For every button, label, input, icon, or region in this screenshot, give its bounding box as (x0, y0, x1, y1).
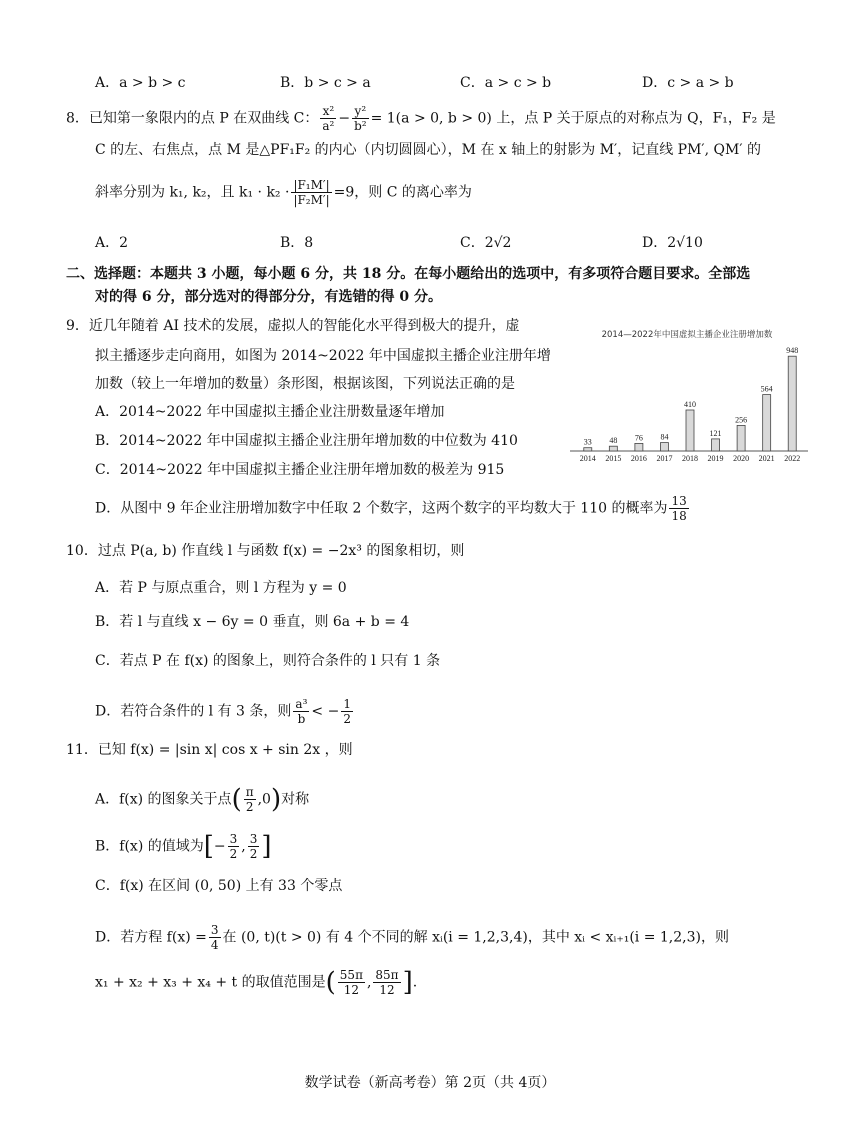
q11-d2-den1: 12 (343, 983, 360, 997)
q11-d2-rbracket: ] (402, 967, 413, 998)
chart-x-tick-label: 2018 (682, 454, 698, 463)
section2-heading-line1: 二、选择题：本题共 3 小题，每小题 6 分，共 18 分。在每小题给出的选项中，有多项符合题目要求。全部选 (66, 266, 751, 282)
q11-a-zero: ,0 (257, 791, 271, 808)
q11-b-frac1 (228, 832, 240, 861)
chart-data-label: 84 (660, 432, 669, 442)
q10-stem: 10．过点 P(a, b) 作直线 l 与函数 f(x) = −2x³ 的图象相切，则 (66, 543, 465, 559)
q10-option-c: C．若点 P 在 f(x) 的图象上，则符合条件的 l 只有 1 条 (95, 653, 441, 669)
q10-frac-a3b (293, 697, 309, 726)
q9-frac-den: 18 (671, 509, 687, 523)
q11-option-d-line2: x₁ + x₂ + x₃ + x₄ + t 的取值范围是( $\frac{55\pi}{12}$ , $\frac{85\pi}{12}$ ]. (95, 967, 418, 998)
q8-line1 (66, 104, 776, 133)
q9-stem-line2: 拟主播逐步走向商用，如图为 2014~2022 年中国虚拟主播企业注册年增 (95, 348, 551, 364)
chart-data-label: 948 (786, 346, 799, 356)
q11-option-b: B．f(x) 的值域为[− $\frac{3}{2}$ , $\frac{3}{2}$ ] (95, 831, 272, 862)
q11-a-rparen: ) (270, 784, 282, 815)
q11-a-end: 对称 (281, 791, 310, 808)
q9-option-c: C．2014~2022 年中国虚拟主播企业注册年增加数的极差为 915 (95, 462, 505, 478)
q8-frac-ratio-den: |F₂M′| (293, 193, 330, 207)
q10-lt-minus: < − (311, 703, 340, 720)
q8-option-a: A．2 (95, 235, 129, 251)
page-footer: 数学试卷（新高考卷）第 2页（共 4页） (304, 1075, 556, 1091)
q11-d-rest: 在 (0, t)(t > 0) 有 4 个不同的解 xᵢ(i = 1,2,3,4)，其中 xᵢ < xᵢ₊₁(i = 1,2,3)，则 (222, 929, 729, 946)
q11-d2-num1: 55π (339, 968, 363, 982)
section2-heading-line2: 对的得 6 分，部分选对的得部分分，有选错的得 0 分。 (95, 289, 442, 305)
q8-frac-x (320, 104, 336, 133)
q9-frac-num: 13 (671, 494, 687, 508)
chart-x-tick-label: 2015 (605, 454, 622, 463)
q8-frac-y-num: y² (352, 104, 369, 119)
q8-frac-y (352, 104, 369, 133)
chart-data-label: 564 (760, 384, 773, 394)
q11-stem: 11．已知 f(x) = |sin x| cos x + sin 2x ，则 (66, 742, 353, 758)
q9-stem-line3: 加数（较上一年增加的数量）条形图，根据该图，下列说法正确的是 (95, 376, 515, 392)
q10-frac1-num: a³ (295, 697, 308, 711)
q11-b-frac2 (248, 832, 260, 861)
q11-a-den: 2 (245, 800, 254, 814)
chart-x-tick-label: 2020 (733, 454, 750, 463)
q10-option-b: B．若 l 与直线 x − 6y = 0 垂直，则 6a + b = 4 (95, 614, 410, 630)
q8-line3-end: =9，则 C 的离心率为 (333, 184, 472, 201)
chart-bar (609, 446, 617, 451)
chart-bar (686, 410, 694, 451)
q11-b-rbracket: ] (261, 831, 272, 862)
q10-option-a: A．若 P 与原点重合，则 l 方程为 y = 0 (95, 580, 347, 596)
chart-x-tick-label: 2017 (656, 454, 673, 463)
chart-bar (584, 448, 592, 451)
chart-bar (660, 443, 668, 451)
q11-option-d (95, 923, 729, 952)
q11-d-frac (209, 923, 221, 952)
q8-option-b: B．8 (280, 235, 314, 251)
q8-line3 (95, 178, 472, 207)
q8-line3-start: 斜率分别为 k₁, k₂，且 k₁ · k₂ · (95, 184, 290, 201)
chart-data-label: 76 (634, 433, 643, 443)
q11-d2-text: x₁ + x₂ + x₃ + x₄ + t 的取值范围是 (95, 974, 326, 991)
q11-d2-end: . (412, 974, 418, 991)
q11-b-den1: 2 (229, 847, 238, 861)
q11-option-a (95, 785, 309, 814)
q8-line1-end: = 1(a > 0, b > 0) 上，点 P 关于原点的对称点为 Q，F₁，F₂ 是 (370, 110, 776, 127)
chart-x-tick-label: 2016 (630, 454, 647, 463)
q11-d2-lparen: ( (325, 967, 336, 998)
q10-frac1-den: b (297, 712, 306, 726)
q8-minus: − (338, 110, 351, 127)
q11-a-lparen: ( (231, 784, 242, 815)
chart-bar (788, 356, 796, 451)
q7-option-b: B．b > c > a (280, 75, 371, 91)
q11-b-minus: − (213, 838, 226, 855)
chart-data-label: 121 (709, 428, 722, 438)
q7-option-d: D．c > a > b (642, 75, 734, 91)
q10-option-d-text: D．若符合条件的 l 有 3 条，则 (95, 703, 292, 720)
q11-option-d-text: D．若方程 f(x) = (95, 929, 207, 946)
q11-d-num: 3 (210, 923, 219, 937)
q8-option-d: D．2√10 (642, 235, 703, 251)
q8-frac-ratio (291, 178, 331, 207)
chart-x-tick-label: 2022 (784, 454, 801, 463)
q11-b-num2: 3 (249, 832, 258, 846)
chart-x-tick-label: 2019 (707, 454, 724, 463)
q10-frac-half (341, 697, 353, 726)
q9-option-d (95, 494, 691, 523)
q11-d2-frac2 (373, 968, 400, 997)
q9-option-d-text: D．从图中 9 年企业注册增加数字中任取 2 个数字，这两个数字的平均数大于 110 的概率为 (95, 500, 668, 517)
q8-line1-start: 8．已知第一象限内的点 P 在双曲线 C： (66, 110, 319, 127)
q9-option-d-frac (669, 494, 688, 523)
chart-data-label: 48 (609, 436, 618, 446)
chart-x-tick-label: 2014 (579, 454, 596, 463)
q7-option-a: A．a > b > c (95, 75, 186, 91)
q11-b-num1: 3 (229, 832, 238, 846)
q8-line2: C 的左、右焦点，点 M 是△PF₁F₂ 的内心（内切圆圆心），M 在 x 轴上的射影为 M′，记直线 PM′, QM′ 的 (95, 142, 761, 158)
chart-bar (763, 395, 771, 451)
q11-d2-frac1 (338, 968, 365, 997)
q11-d2-den2: 12 (379, 983, 395, 997)
chart-bar (737, 425, 745, 451)
q10-frac2-den: 2 (343, 712, 351, 726)
q11-d2-num2: 85π (375, 968, 399, 982)
q8-frac-x-num: x² (320, 104, 336, 119)
q11-d-den: 4 (210, 938, 219, 952)
chart-data-label: 410 (684, 400, 696, 409)
chart-data-label: 33 (583, 437, 592, 447)
chart-x-tick-label: 2021 (758, 454, 775, 463)
q9-option-b: B．2014~2022 年中国虚拟主播企业注册年增加数的中位数为 410 (95, 433, 518, 449)
q11-option-b-text: B．f(x) 的值域为 (95, 838, 204, 855)
q8-frac-x-den: a² (322, 119, 335, 133)
q9-option-a: A．2014~2022 年中国虚拟主播企业注册数量逐年增加 (95, 404, 445, 420)
chart-bar (712, 439, 720, 451)
chart-bar (635, 443, 643, 451)
q8-frac-y-den: b² (354, 119, 367, 133)
q10-option-d (95, 697, 355, 726)
q10-frac2-num: 1 (343, 697, 351, 711)
q9-stem-line1: 9．近几年随着 AI 技术的发展，虚拟人的智能化水平得到极大的提升，虚 (66, 318, 520, 334)
q11-frac-pi2 (244, 785, 256, 814)
q11-b-lbracket: [ (203, 831, 214, 862)
q11-a-num: π (245, 785, 254, 799)
q11-b-den2: 2 (249, 847, 258, 861)
chart-data-label: 256 (735, 415, 748, 425)
q11-option-c: C．f(x) 在区间 (0, 50) 上有 33 个零点 (95, 878, 343, 894)
q7-option-c: C．a > c > b (460, 75, 552, 91)
q9-bar-chart (565, 323, 810, 468)
q8-frac-ratio-num: |F₁M′| (293, 178, 330, 192)
q8-option-c: C．2√2 (460, 235, 512, 251)
chart-title: 2014—2022年中国虚拟主播企业注册增加数 (601, 330, 773, 340)
q11-option-a-text: A．f(x) 的图象关于点 (95, 791, 232, 808)
